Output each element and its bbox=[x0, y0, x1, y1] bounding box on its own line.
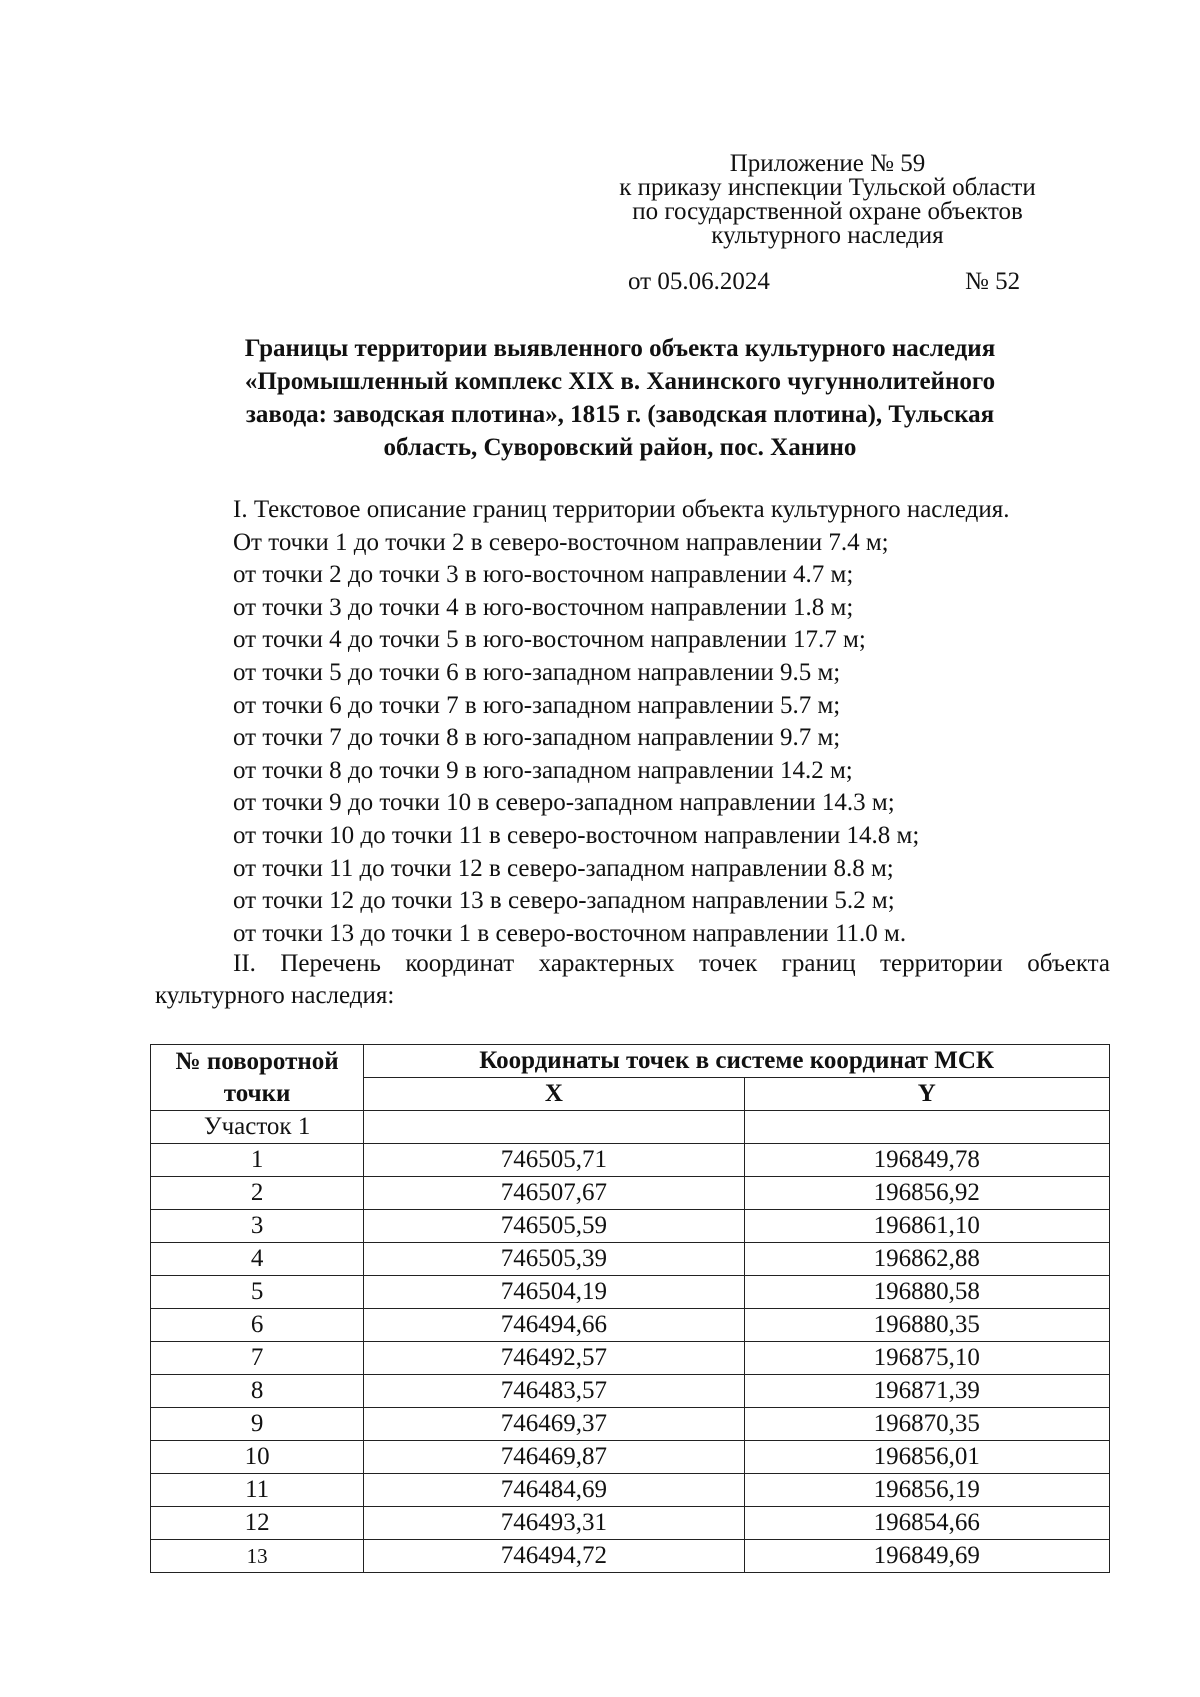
table-row bbox=[151, 1276, 1110, 1309]
document-title bbox=[150, 332, 1090, 464]
boundary-line: от точки 13 до точки 1 в северо-восточном направлении 11.0 м. bbox=[233, 919, 907, 947]
order-date: от 05.06.2024 bbox=[628, 268, 770, 295]
table-row bbox=[151, 1441, 1110, 1474]
table-row bbox=[151, 1342, 1110, 1375]
table-row bbox=[151, 1408, 1110, 1441]
table-row bbox=[151, 1243, 1110, 1276]
section-label: Участок 1 bbox=[151, 1111, 364, 1144]
table-row bbox=[151, 1474, 1110, 1507]
cell-x: 746483,57 bbox=[364, 1375, 744, 1408]
boundary-line: от точки 5 до точки 6 в юго-западном направлении 9.5 м; bbox=[233, 658, 841, 686]
boundary-line: от точки 7 до точки 8 в юго-западном направлении 9.7 м; bbox=[233, 724, 841, 752]
cell-x: 746505,39 bbox=[364, 1243, 744, 1276]
cell-point: 7 bbox=[151, 1342, 364, 1375]
boundary-line: от точки 8 до точки 9 в юго-западном направлении 14.2 м; bbox=[233, 756, 853, 784]
section-heading-continued: культурного наследия: bbox=[155, 982, 395, 1009]
boundary-line: от точки 6 до точки 7 в юго-западном направлении 5.7 м; bbox=[233, 691, 841, 719]
cell-point: 2 bbox=[151, 1177, 364, 1210]
section-heading: I. Текстовое описание границ территории объекта культурного наследия. bbox=[233, 496, 1010, 523]
cell-x: 746484,69 bbox=[364, 1474, 744, 1507]
cell-y: 196861,10 bbox=[744, 1210, 1109, 1243]
appendix-line: по государственной охране объектов bbox=[632, 198, 1023, 225]
cell-x: 746504,19 bbox=[364, 1276, 744, 1309]
coordinates-table bbox=[150, 1044, 1110, 1573]
cell-x: 746507,67 bbox=[364, 1177, 744, 1210]
boundary-line: От точки 1 до точки 2 в северо-восточном направлении 7.4 м; bbox=[233, 528, 889, 556]
cell-point: 6 bbox=[151, 1309, 364, 1342]
boundary-line: от точки 9 до точки 10 в северо-западном направлении 14.3 м; bbox=[233, 789, 895, 817]
table-row bbox=[151, 1144, 1110, 1177]
header-point-number: № поворотной точки bbox=[151, 1045, 364, 1111]
cell-y: 196856,01 bbox=[744, 1441, 1109, 1474]
boundary-description bbox=[233, 494, 1113, 950]
cell-y: 196849,69 bbox=[744, 1540, 1109, 1573]
cell-x: 746494,66 bbox=[364, 1309, 744, 1342]
cell-y: 196849,78 bbox=[744, 1144, 1109, 1177]
table-cell-empty bbox=[364, 1111, 744, 1144]
cell-x: 746492,57 bbox=[364, 1342, 744, 1375]
cell-y: 196870,35 bbox=[744, 1408, 1109, 1441]
cell-y: 196880,58 bbox=[744, 1276, 1109, 1309]
header-x: X bbox=[364, 1078, 744, 1111]
cell-x: 746469,37 bbox=[364, 1408, 744, 1441]
table-row bbox=[151, 1210, 1110, 1243]
cell-point: 13 bbox=[151, 1540, 364, 1573]
appendix-line: Приложение № 59 bbox=[729, 150, 926, 177]
table-row-section bbox=[151, 1111, 1110, 1144]
cell-y: 196871,39 bbox=[744, 1375, 1109, 1408]
cell-point: 8 bbox=[151, 1375, 364, 1408]
boundary-line: от точки 12 до точки 13 в северо-западном направлении 5.2 м; bbox=[233, 887, 895, 915]
cell-x: 746505,71 bbox=[364, 1144, 744, 1177]
cell-x: 746469,87 bbox=[364, 1441, 744, 1474]
section-heading: II. Перечень координат характерных точек границ территории объекта bbox=[233, 950, 1110, 977]
boundary-line: от точки 4 до точки 5 в юго-восточном направлении 17.7 м; bbox=[233, 626, 866, 654]
appendix-line: к приказу инспекции Тульской области bbox=[619, 174, 1036, 201]
table-row bbox=[151, 1375, 1110, 1408]
table-row bbox=[151, 1507, 1110, 1540]
cell-point: 9 bbox=[151, 1408, 364, 1441]
cell-point: 5 bbox=[151, 1276, 364, 1309]
cell-point: 1 bbox=[151, 1144, 364, 1177]
title-line: «Промышленный комплекс XIX в. Ханинского чугуннолитейного bbox=[244, 368, 996, 395]
table-cell-empty bbox=[744, 1111, 1109, 1144]
boundary-line: от точки 11 до точки 12 в северо-западном направлении 8.8 м; bbox=[233, 854, 894, 882]
cell-y: 196854,66 bbox=[744, 1507, 1109, 1540]
cell-point: 11 bbox=[151, 1474, 364, 1507]
table-row bbox=[151, 1177, 1110, 1210]
boundary-line: от точки 10 до точки 11 в северо-восточном направлении 14.8 м; bbox=[233, 821, 920, 849]
cell-y: 196875,10 bbox=[744, 1342, 1109, 1375]
cell-point: 12 bbox=[151, 1507, 364, 1540]
cell-point: 10 bbox=[151, 1441, 364, 1474]
appendix-line: культурного наследия bbox=[711, 222, 944, 249]
header-coordinates: Координаты точек в системе координат МСК bbox=[364, 1045, 1110, 1078]
title-line: завода: заводская плотина», 1815 г. (заводская плотина), Тульская bbox=[245, 401, 995, 428]
order-number: № 52 bbox=[965, 268, 1021, 295]
coordinates-heading bbox=[155, 948, 1110, 1012]
table-row bbox=[151, 1540, 1110, 1573]
cell-y: 196856,19 bbox=[744, 1474, 1109, 1507]
cell-y: 196862,88 bbox=[744, 1243, 1109, 1276]
cell-point: 3 bbox=[151, 1210, 364, 1243]
cell-y: 196856,92 bbox=[744, 1177, 1109, 1210]
cell-x: 746494,72 bbox=[364, 1540, 744, 1573]
table-row bbox=[151, 1309, 1110, 1342]
title-line: область, Суворовский район, пос. Ханино bbox=[383, 434, 857, 461]
boundary-line: от точки 2 до точки 3 в юго-восточном направлении 4.7 м; bbox=[233, 561, 854, 589]
header-y: Y bbox=[744, 1078, 1109, 1111]
cell-point: 4 bbox=[151, 1243, 364, 1276]
appendix-block bbox=[560, 152, 1095, 248]
cell-x: 746493,31 bbox=[364, 1507, 744, 1540]
cell-y: 196880,35 bbox=[744, 1309, 1109, 1342]
title-line: Границы территории выявленного объекта культурного наследия bbox=[244, 335, 996, 362]
boundary-line: от точки 3 до точки 4 в юго-восточном направлении 1.8 м; bbox=[233, 593, 854, 621]
cell-x: 746505,59 bbox=[364, 1210, 744, 1243]
